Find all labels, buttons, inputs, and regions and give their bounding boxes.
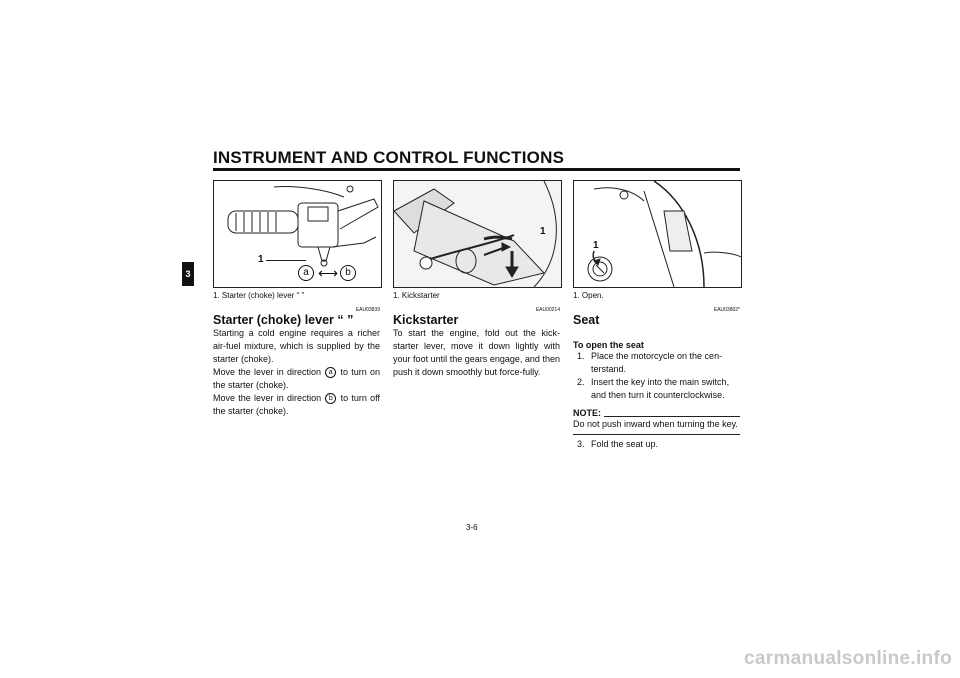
callout-1-col3: 1 — [593, 240, 599, 251]
page-title: INSTRUMENT AND CONTROL FUNCTIONS — [213, 148, 565, 167]
seat-figure — [573, 180, 742, 288]
subheading-open-seat: To open the seat — [573, 340, 644, 350]
doc-code-col3: EAU03802* — [713, 307, 740, 313]
double-arrow-icon: ⟷ — [318, 265, 339, 281]
note-header — [573, 408, 740, 418]
step-text: Insert the key into the main switch, and then turn it counterclockwise. — [591, 377, 730, 400]
callout-1-col1: 1 — [258, 254, 264, 265]
step-number: 3. — [577, 439, 585, 449]
step-text: Fold the seat up. — [591, 439, 659, 449]
direction-b-badge: b — [340, 265, 356, 281]
direction-a-badge: a — [298, 265, 314, 281]
figure-caption-col3: 1. Open. — [573, 291, 604, 300]
doc-code-col2: EAU00214 — [535, 307, 560, 313]
kickstarter-para: To start the engine, fold out the kick-starter lever, move it down lightly with your foot until the gears engage, and then push it down smoothly but force-fully. — [393, 328, 560, 377]
section-heading-kickstarter: Kickstarter — [393, 313, 459, 327]
section-heading-seat: Seat — [573, 313, 600, 327]
doc-code-col1: EAU03839 — [355, 307, 380, 313]
chapter-tab: 3 — [182, 262, 194, 286]
note-text: Do not push inward when turning the key. — [573, 419, 738, 429]
kickstarter-illustration — [394, 181, 561, 287]
starter-para-2: Move the lever in direction a to turn on the starter (choke). — [213, 367, 380, 390]
figure-caption-col2: 1. Kickstarter — [393, 291, 440, 300]
seat-body — [573, 340, 740, 451]
callout-1-col2: 1 — [540, 226, 546, 237]
title-rule — [213, 168, 740, 171]
direction-a-icon: a — [325, 367, 336, 378]
seat-illustration — [574, 181, 741, 287]
step-1 — [577, 350, 740, 376]
section-heading-starter: Starter (choke) lever “ ” — [213, 313, 354, 327]
note-label: NOTE: — [573, 408, 601, 418]
callout-leader — [266, 260, 306, 261]
watermark: carmanualsonline.info — [744, 648, 952, 669]
step-3 — [577, 438, 740, 451]
note-top-rule — [604, 416, 740, 417]
kickstarter-figure — [393, 180, 562, 288]
step-number: 1. — [577, 351, 585, 361]
page-number: 3-6 — [466, 523, 478, 532]
direction-b-icon: b — [325, 393, 336, 404]
note-bottom-rule — [573, 434, 740, 435]
starter-para-3: Move the lever in direction b to turn off the starter (choke). — [213, 393, 380, 416]
figure-caption-col1 — [213, 291, 304, 300]
caption-text: 1. Starter (choke) lever “ ” — [213, 291, 305, 300]
starter-para-1: Starting a cold engine requires a richer air-fuel mixture, which is supplied by the starter (choke). — [213, 328, 380, 364]
kickstarter-body — [393, 327, 560, 379]
step-2 — [577, 376, 740, 402]
starter-body — [213, 327, 380, 418]
step-text: Place the motorcycle on the cen-terstand. — [591, 351, 723, 374]
step-number: 2. — [577, 377, 585, 387]
